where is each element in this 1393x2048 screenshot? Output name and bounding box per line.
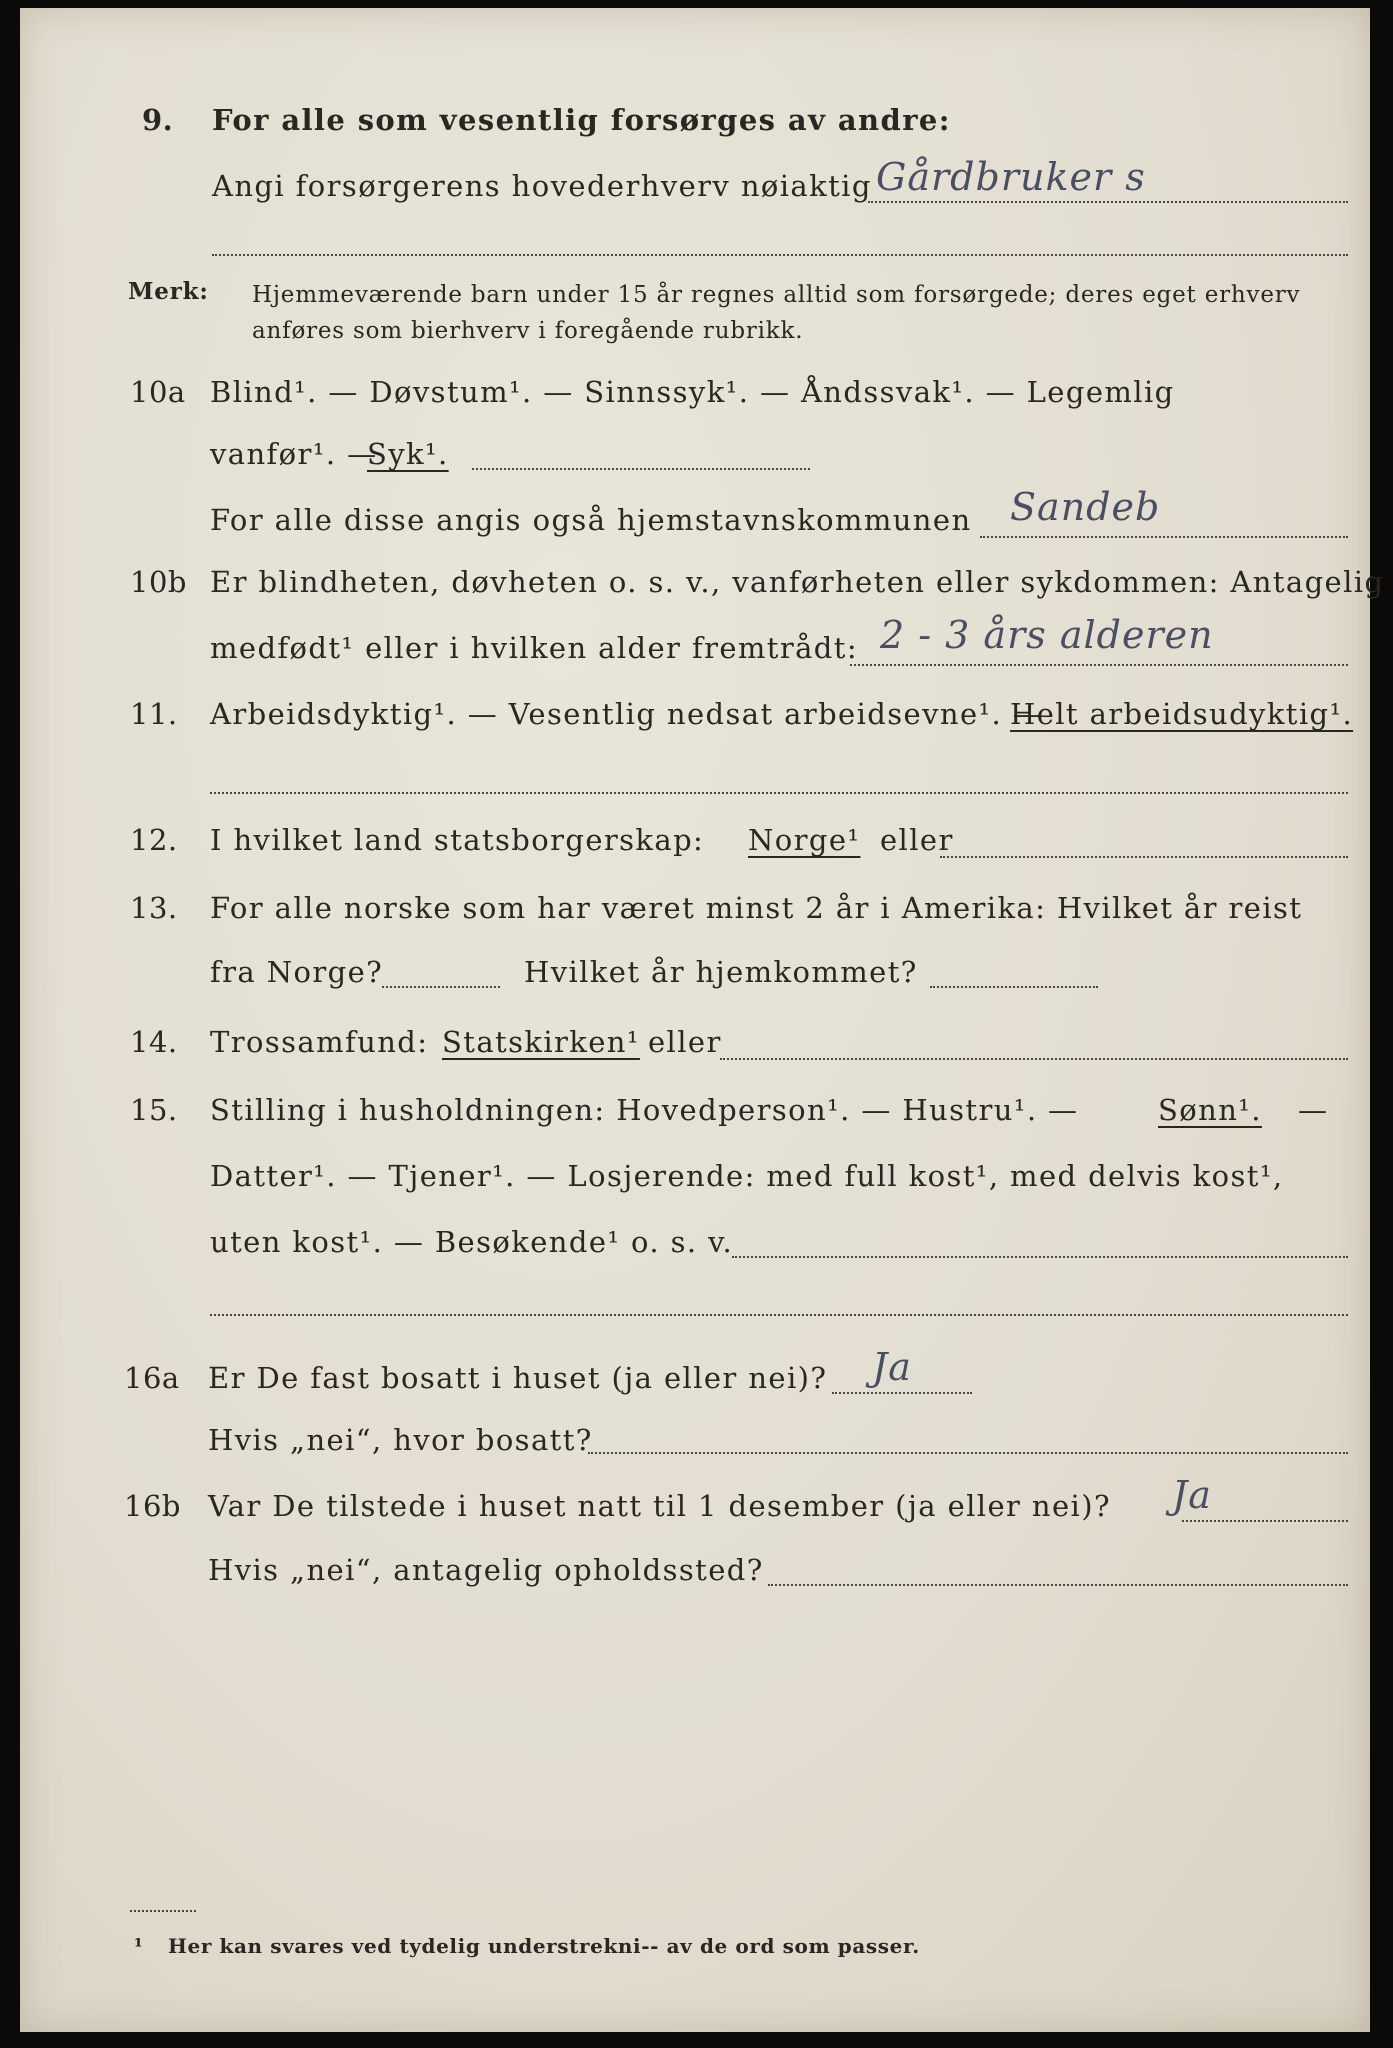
footnote-marker: ¹ xyxy=(134,1934,144,1958)
item-13-number: 13. xyxy=(130,891,178,925)
item-10b-line1: Er blindheten, døvheten o. s. v., vanførheten eller sykdommen: Antagelig xyxy=(210,565,1385,599)
item-10a-hometown-question: For alle disse angis også hjemstavnskommunen xyxy=(210,503,972,537)
item-14-suffix: eller xyxy=(648,1025,722,1059)
item-10a-hometown-line xyxy=(980,536,1348,538)
item-9-number: 9. xyxy=(142,103,174,137)
footnote-separator xyxy=(130,1910,196,1912)
item-16b-number: 16b xyxy=(124,1489,181,1523)
item-10a-hometown-answer[interactable]: Sandeb xyxy=(1010,485,1161,529)
item-16b-answer-line xyxy=(1182,1520,1348,1522)
item-15-selected-option[interactable]: Sønn¹. xyxy=(1158,1093,1262,1127)
item-14-number: 14. xyxy=(130,1025,178,1059)
item-16a-line1: Er De fast bosatt i huset (ja eller nei)? xyxy=(208,1361,828,1395)
item-10a-line1: Blind¹. — Døvstum¹. — Sinnssyk¹. — Åndssvak¹. — Legemlig xyxy=(210,375,1175,409)
item-11-number: 11. xyxy=(130,697,178,731)
item-14-question: Trossamfund: xyxy=(210,1025,429,1059)
item-11-selected-option[interactable]: Helt arbeidsudyktig¹. xyxy=(1010,697,1354,731)
item-9-answer-line xyxy=(868,201,1348,203)
item-16b-answer[interactable]: Ja xyxy=(1172,1473,1212,1517)
item-11-options: Arbeidsdyktig¹. — Vesentlig nedsat arbeidsevne¹. — xyxy=(210,697,1044,731)
item-9-answer[interactable]: Gårdbruker s xyxy=(876,155,1146,199)
note-label: Merk: xyxy=(128,278,209,305)
item-9-blank-line xyxy=(212,254,1348,256)
item-9-question: Angi forsørgerens hovederhverv nøiaktig xyxy=(212,169,872,203)
item-10b-answer[interactable]: 2 - 3 års alderen xyxy=(880,613,1214,657)
item-15-line3: uten kost¹. — Besøkende¹ o. s. v. xyxy=(210,1225,734,1259)
item-15-blank-line xyxy=(210,1314,1348,1316)
item-12-selected-option[interactable]: Norge¹ xyxy=(748,823,861,857)
item-16b-location-line xyxy=(768,1584,1348,1586)
item-13-line2b: Hvilket år hjemkommet? xyxy=(524,955,918,989)
item-14-answer-line xyxy=(720,1058,1348,1060)
item-16b-line2: Hvis „nei“, antagelig opholdssted? xyxy=(208,1553,764,1587)
item-10b-line2: medfødt¹ eller i hvilken alder fremtrådt: xyxy=(210,631,858,665)
form-page xyxy=(20,8,1385,2032)
item-10a-option-syk[interactable]: Syk¹. xyxy=(367,437,449,471)
item-10a-line2-prefix: vanfør¹. — xyxy=(210,437,378,471)
item-12-answer-line xyxy=(940,856,1348,858)
item-13-line2a: fra Norge? xyxy=(210,955,384,989)
item-14-selected-option[interactable]: Statskirken¹ xyxy=(442,1025,640,1059)
item-10b-number: 10b xyxy=(130,565,187,599)
item-15-number: 15. xyxy=(130,1093,178,1127)
item-11-blank-line xyxy=(210,792,1348,794)
item-15-answer-line xyxy=(732,1256,1348,1258)
item-13-return-line xyxy=(930,986,1098,988)
item-10a-syk-line xyxy=(472,468,810,470)
item-13-line1: For alle norske som har været minst 2 år i Amerika: Hvilket år reist xyxy=(210,891,1303,925)
item-12-suffix: eller xyxy=(880,823,954,857)
item-10a-number: 10a xyxy=(130,375,186,409)
item-16b-line1: Var De tilstede i huset natt til 1 desember (ja eller nei)? xyxy=(208,1489,1111,1523)
note-text-line1: Hjemmeværende barn under 15 år regnes alltid som forsørgede; deres eget erhverv xyxy=(252,282,1301,308)
item-16a-answer[interactable]: Ja xyxy=(872,1345,912,1389)
item-15-line2: Datter¹. — Tjener¹. — Losjerende: med full kost¹, med delvis kost¹, xyxy=(210,1159,1284,1193)
item-16a-number: 16a xyxy=(124,1361,180,1395)
item-15-line1-end: — xyxy=(1298,1093,1329,1127)
item-13-departure-line xyxy=(382,986,500,988)
item-12-number: 12. xyxy=(130,823,178,857)
item-16a-line2: Hvis „nei“, hvor bosatt? xyxy=(208,1423,593,1457)
item-16a-answer-line xyxy=(832,1392,972,1394)
footnote-text: Her kan svares ved tydelig understrekni-- av de ord som passer. xyxy=(168,1934,920,1958)
note-text-line2: anføres som bierhverv i foregående rubrikk. xyxy=(252,318,804,344)
item-9-title: For alle som vesentlig forsørges av andre: xyxy=(212,103,951,137)
item-15-line1: Stilling i husholdningen: Hovedperson¹. — Hustru¹. — xyxy=(210,1093,1079,1127)
item-12-question: I hvilket land statsborgerskap: xyxy=(210,823,705,857)
item-10b-answer-line xyxy=(850,664,1348,666)
item-16a-residence-line xyxy=(588,1452,1348,1454)
